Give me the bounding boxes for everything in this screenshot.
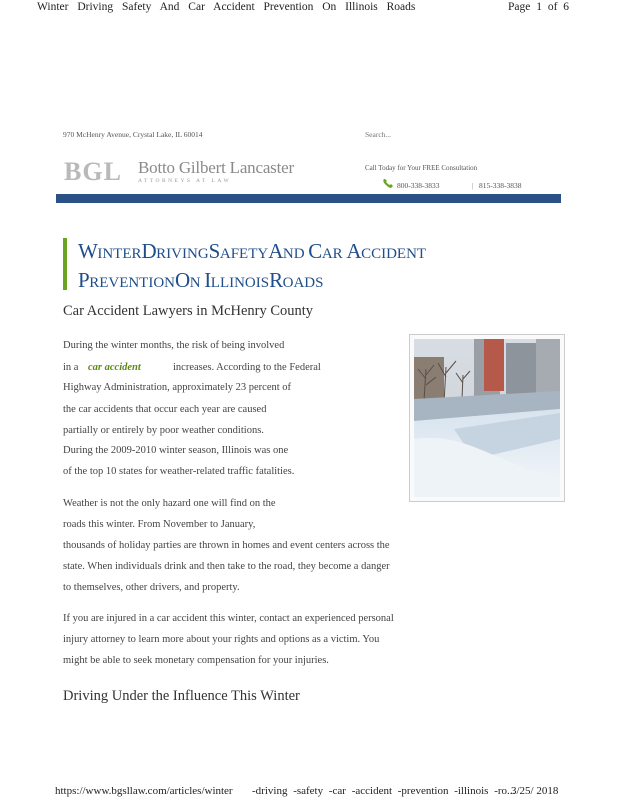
car-accident-link[interactable]: car accident [88, 362, 141, 373]
p2-line-1: Weather is not the only hazard one will find on the [63, 498, 276, 509]
p1-line-7: of the top 10 states for weather-related traffic fatalities. [63, 466, 295, 477]
p1-line-2b: increases. According to the Federal [173, 362, 321, 373]
phone-number-2[interactable]: 815-338-3838 [479, 181, 522, 190]
p2-line-3: thousands of holiday parties are thrown in homes and event centers across the [63, 540, 390, 551]
p1-line-2a: in a [63, 362, 79, 373]
logo-mark: BGL [64, 157, 122, 186]
p1-line-4: the car accidents that occur each year are caused [63, 404, 267, 415]
article-subheading-2: Driving Under the Influence This Winter [63, 688, 300, 704]
firm-address: 970 McHenry Avenue, Crystal Lake, IL 60014 [63, 130, 203, 139]
article-subheading: Car Accident Lawyers in McHenry County [63, 303, 314, 319]
call-to-action: Call Today for Your FREE Consultation [365, 164, 478, 172]
print-header-title: Winter Driving Safety And Car Accident Prevention On Illinois Roads [37, 1, 416, 13]
p1-line-6: During the 2009-2010 winter season, Illinois was one [63, 445, 289, 456]
p1-line-5: partially or entirely by poor weather conditions. [63, 425, 264, 436]
title-line-2: PREVENTIONON ILLINOISROADS [78, 268, 324, 292]
p1-line-3: Highway Administration, approximately 23 percent of [63, 382, 292, 393]
phone-separator: | [472, 181, 474, 190]
phone-number-1[interactable]: 800-338-3833 [397, 181, 440, 190]
article-title [78, 238, 426, 296]
article-photo [409, 334, 565, 502]
phone-icon [382, 178, 394, 192]
nav-bar[interactable] [56, 194, 561, 203]
p3-line-3: might be able to seek monetary compensation for your injuries. [63, 655, 329, 666]
print-footer-url: https://www.bgsllaw.com/articles/winter [55, 785, 233, 797]
print-footer-date: 3/25/ 2018 [511, 785, 559, 797]
title-line-1: WINTERDRIVINGSAFETYAND CAR ACCIDENT [78, 239, 427, 263]
p3-line-1: If you are injured in a car accident this winter, contact an experienced personal [63, 613, 394, 624]
firm-name: Botto Gilbert Lancaster [138, 158, 294, 177]
p2-line-2: roads this winter. From November to January, [63, 519, 256, 530]
print-footer-url-rest: -driving -safety -car -accident -prevention -illinois -ro... [252, 785, 516, 797]
p3-line-2: injury attorney to learn more about your rights and options as a victim. You [63, 634, 380, 645]
p2-line-4: state. When individuals drink and then take to the road, they become a danger [63, 561, 390, 572]
search-input[interactable] [365, 130, 535, 139]
snowy-road-image [414, 339, 560, 497]
title-accent-bar [63, 238, 67, 290]
firm-subtitle: ATTORNEYS AT LAW [138, 178, 232, 184]
p2-line-5: to themselves, other drivers, and property. [63, 582, 240, 593]
print-page-number: Page 1 of 6 [508, 1, 570, 13]
firm-logo[interactable] [64, 159, 304, 187]
p1-line-1: During the winter months, the risk of being involved [63, 340, 285, 351]
